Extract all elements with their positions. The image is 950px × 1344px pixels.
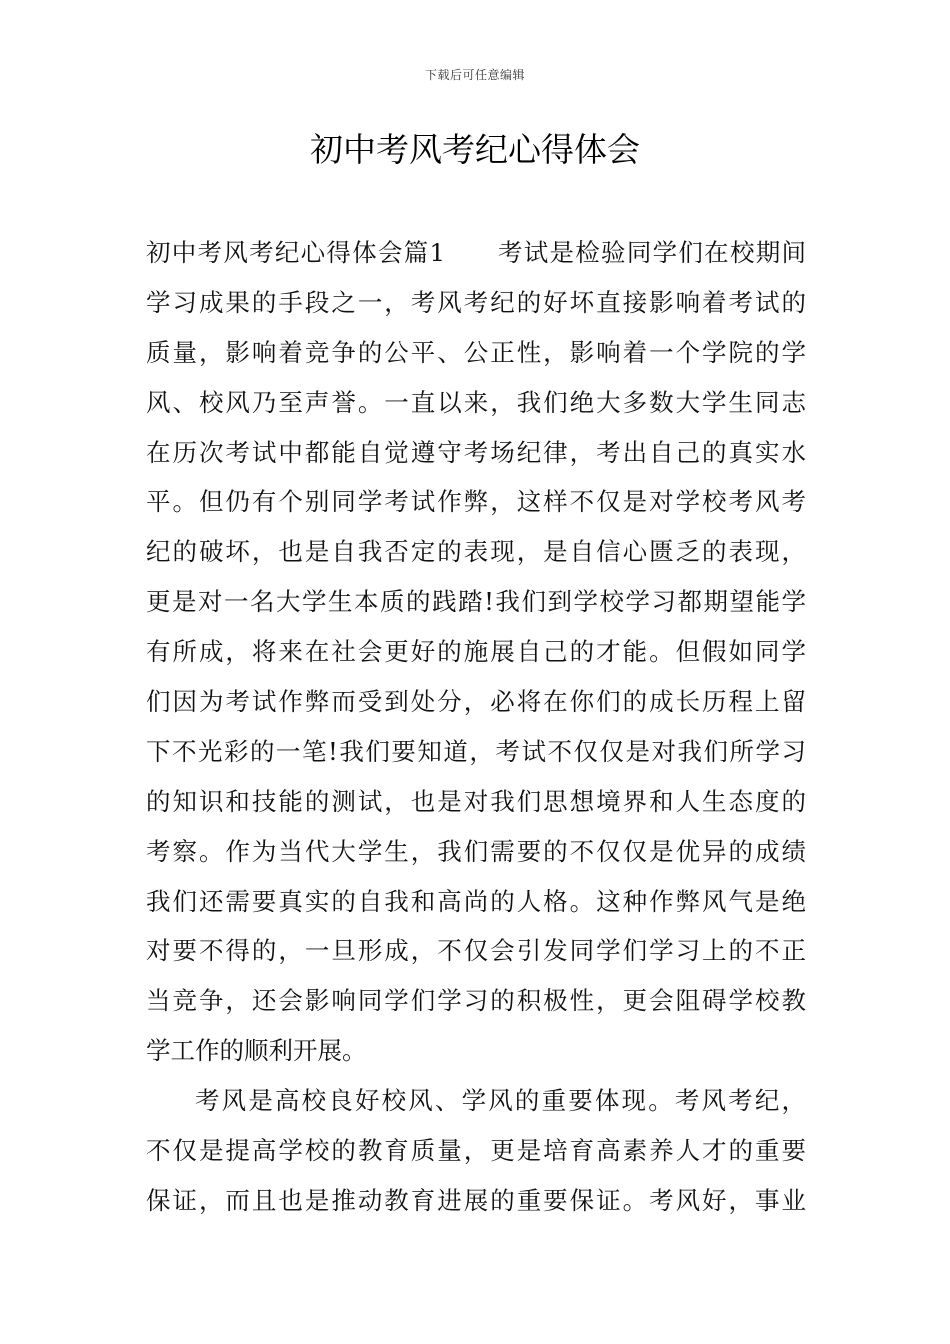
body-line: 下不光彩的一笔!我们要知道，考试不仅仅是对我们所学习: [146, 736, 806, 766]
body-line: 不仅是提高学校的教育质量，更是培育高素养人才的重要: [146, 1136, 806, 1166]
header-note: 下载后可任意编辑: [424, 68, 525, 82]
body-line: 初中考风考纪心得体会篇1 考试是检验同学们在校期间: [146, 238, 806, 267]
body-line: 保证，而且也是推动教育进展的重要保证。考风好，事业: [146, 1185, 806, 1215]
body-line: 们因为考试作弊而受到处分，必将在你们的成长历程上留: [146, 687, 806, 717]
body-line: 考察。作为当代大学生，我们需要的不仅仅是优异的成绩: [146, 836, 806, 866]
body-line: 的知识和技能的测试，也是对我们思想境界和人生态度的: [146, 786, 806, 816]
document-body: [146, 228, 806, 1226]
document-title: 初中考风考纪心得体会: [310, 130, 640, 169]
body-line: 平。但仍有个别同学考试作弊，这样不仅是对学校考风考: [146, 487, 806, 517]
body-line: 更是对一名大学生本质的践踏!我们到学校学习都期望能学: [146, 587, 806, 617]
body-line: 当竞争，还会影响同学们学习的积极性，更会阻碍学校教: [146, 986, 806, 1016]
body-line: 我们还需要真实的自我和高尚的人格。这种作弊风气是绝: [146, 886, 806, 916]
body-line: 在历次考试中都能自觉遵守考场纪律，考出自己的真实水: [146, 437, 806, 467]
body-line: 纪的破坏，也是自我否定的表现，是自信心匮乏的表现，: [146, 537, 806, 567]
body-line: 学工作的顺利开展。: [146, 1036, 367, 1066]
body-line: 质量，影响着竞争的公平、公正性，影响着一个学院的学: [146, 337, 806, 367]
body-line: 风、校风乃至声誉。一直以来，我们绝大多数大学生同志: [146, 387, 806, 417]
body-line: 有所成，将来在社会更好的施展自己的才能。但假如同学: [146, 637, 806, 667]
body-line: 对要不得的，一旦形成，不仅会引发同学们学习上的不正: [146, 936, 806, 966]
body-line: 学习成果的手段之一，考风考纪的好坏直接影响着考试的: [146, 287, 806, 317]
body-line: 考风是高校良好校风、学风的重要体现。考风考纪，: [195, 1086, 806, 1116]
